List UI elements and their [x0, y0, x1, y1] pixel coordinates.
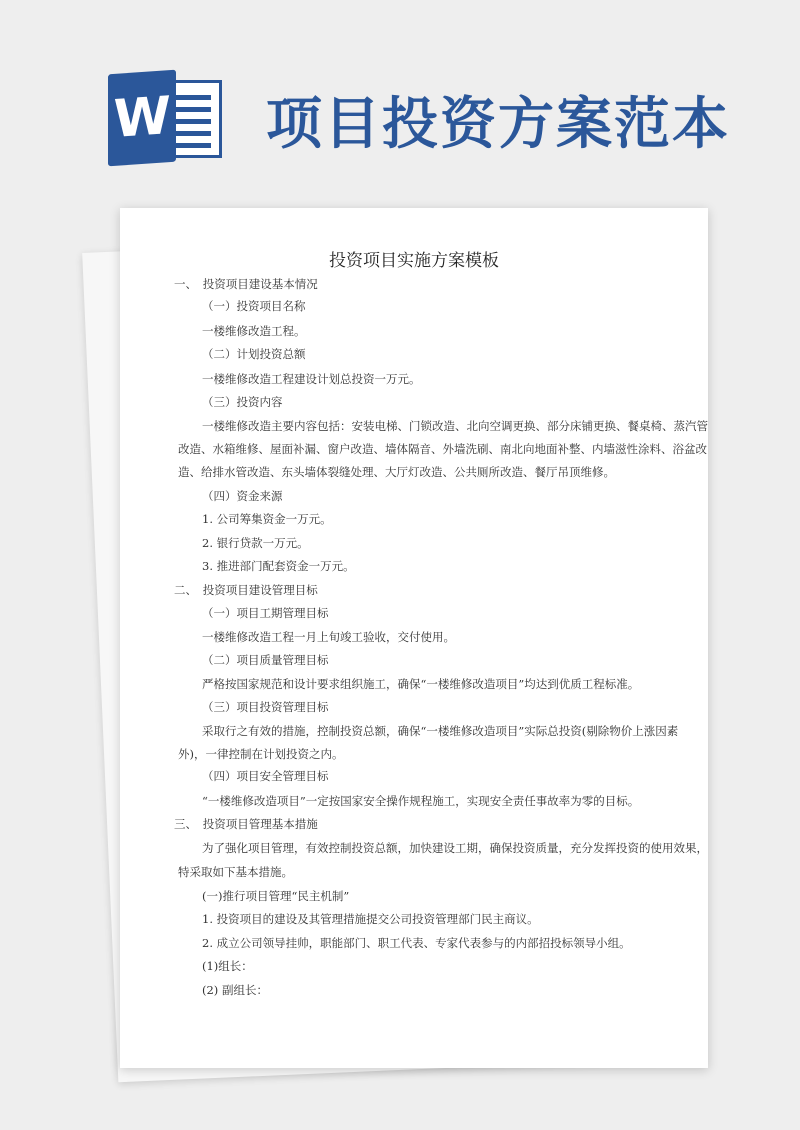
doc-line: （四）项目安全管理目标 — [202, 769, 329, 783]
doc-line: 造、给排水管改造、东头墙体裂缝处理、大厅灯改造、公共厕所改造、餐厅吊顶维修。 — [178, 465, 615, 479]
doc-line: （三）投资内容 — [202, 395, 283, 409]
doc-line: 为了强化项目管理，有效控制投资总额，加快建设工期，确保投资质量，充分发挥投资的使用效果， — [202, 841, 708, 855]
doc-line: (一)推行项目管理“民主机制” — [202, 889, 350, 903]
doc-line: 三、 投资项目管理基本措施 — [174, 817, 318, 831]
doc-line: （一）投资项目名称 — [202, 299, 306, 313]
doc-line: 二、 投资项目建设管理目标 — [174, 583, 318, 597]
doc-line: 改造、水箱维修、屋面补漏、窗户改造、墙体隔音、外墙洗刷、南北向地面补整、内墙滋性涂料、浴盆改 — [178, 442, 707, 456]
doc-line: 一楼维修改造主要内容包括：安装电梯、门锁改造、北向空调更换、部分床铺更换、餐桌椅、蒸汽管 — [202, 419, 708, 433]
document-title: 投资项目实施方案模板 — [329, 251, 499, 271]
banner-title: 项目投资方案范本 — [266, 92, 730, 157]
word-icon — [108, 72, 228, 164]
word-letter: W — [113, 85, 171, 151]
doc-line: 1. 投资项目的建设及其管理措施提交公司投资管理部门民主商议。 — [202, 912, 539, 926]
doc-line: （四）资金来源 — [202, 489, 283, 503]
doc-line: 外)，一律控制在计划投资之内。 — [178, 747, 344, 761]
word-badge — [108, 70, 176, 167]
doc-line: （一）项目工期管理目标 — [202, 606, 329, 620]
doc-line: （三）项目投资管理目标 — [202, 700, 329, 714]
doc-line: （二）项目质量管理目标 — [202, 653, 329, 667]
doc-line: 严格按国家规范和设计要求组织施工，确保“一楼维修改造项目”均达到优质工程标准。 — [202, 677, 640, 691]
doc-line: 采取行之有效的措施，控制投资总额，确保“一楼维修改造项目”实际总投资(剔除物价上涨因素 — [202, 724, 679, 738]
doc-line: “一楼维修改造项目”一定按国家安全操作规程施工，实现安全责任事故率为零的目标。 — [202, 794, 640, 808]
doc-line: (2) 副组长： — [202, 983, 268, 997]
doc-line: (1)组长： — [202, 959, 253, 973]
doc-line: （二）计划投资总额 — [202, 347, 306, 361]
doc-line: 2. 银行贷款一万元。 — [202, 536, 309, 550]
doc-line: 2. 成立公司领导挂帅，职能部门、职工代表、专家代表参与的内部招投标领导小组。 — [202, 936, 631, 950]
document-page — [120, 208, 708, 1068]
doc-line: 特采取如下基本措施。 — [178, 865, 293, 879]
doc-line: 一楼维修改造工程建设计划总投资一万元。 — [202, 372, 421, 386]
doc-line: 一、 投资项目建设基本情况 — [174, 277, 318, 291]
doc-line: 一楼维修改造工程一月上旬竣工验收，交付使用。 — [202, 630, 455, 644]
page-header — [0, 0, 800, 200]
doc-line: 一楼维修改造工程。 — [202, 324, 306, 338]
doc-line: 3. 推进部门配套资金一万元。 — [202, 559, 355, 573]
doc-line: 1. 公司筹集资金一万元。 — [202, 512, 332, 526]
